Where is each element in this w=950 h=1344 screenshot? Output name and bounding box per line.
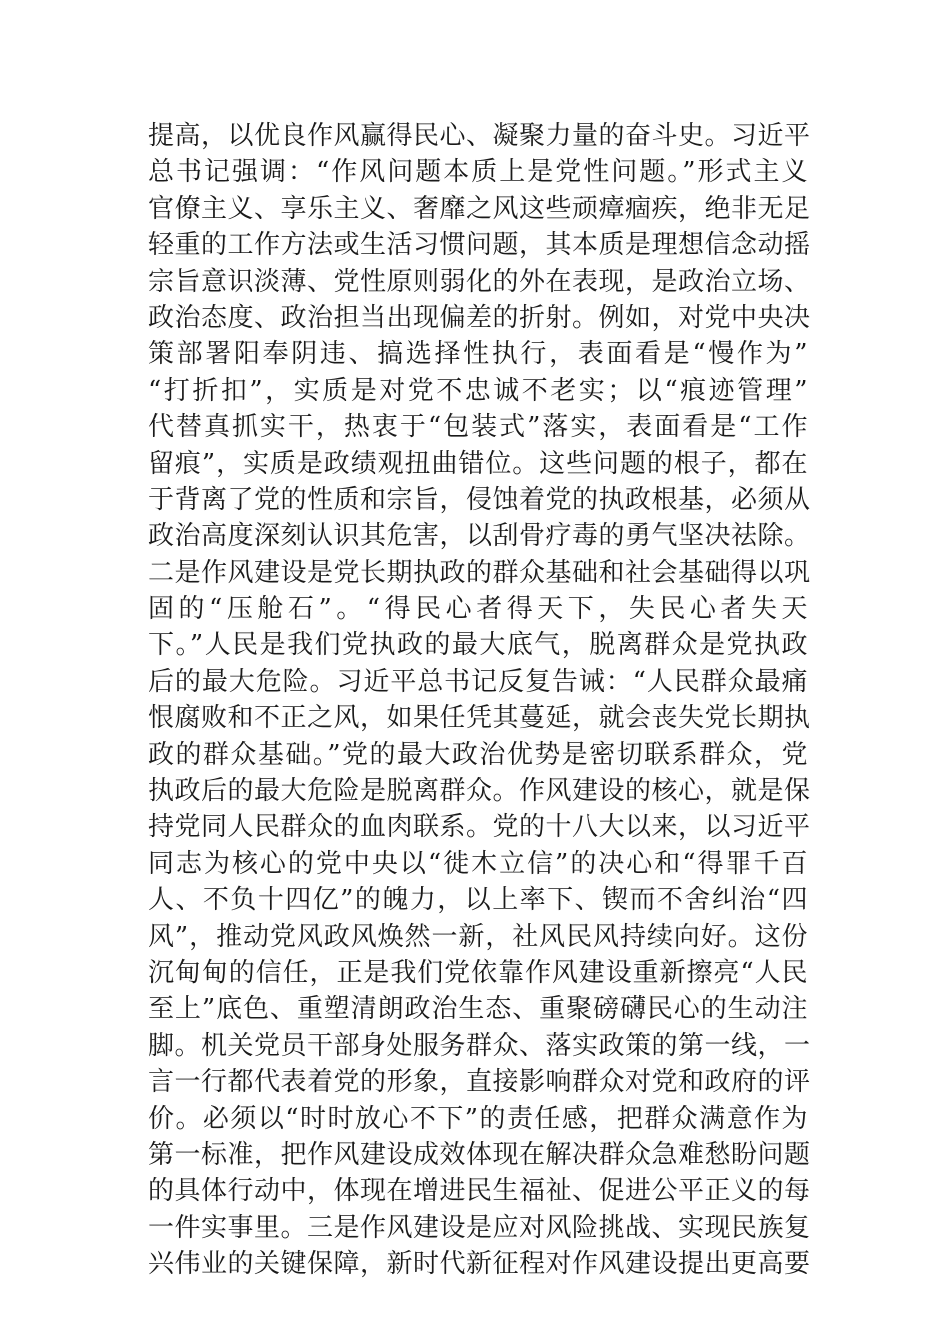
- text-line: 固的“压舱石”。“得民心者得天下，失民心者失天: [148, 594, 808, 625]
- text-line: 同志为核心的党中央以“徙木立信”的决心和“得罪千百: [148, 848, 808, 879]
- text-line: 二是作风建设是党长期执政的群众基础和社会基础得以巩: [148, 557, 811, 588]
- text-line: 政的群众基础。”党的最大政治优势是密切联系群众，党: [148, 739, 808, 770]
- text-line: 代替真抓实干，热衷于“包装式”落实，表面看是“工作: [148, 412, 808, 443]
- text-line: 言一行都代表着党的形象，直接影响群众对党和政府的评: [148, 1067, 811, 1098]
- text-line: 价。必须以“时时放心不下”的责任感，把群众满意作为: [148, 1103, 808, 1134]
- text-line: 风”，推动党风政风焕然一新，社风民风持续向好。这份: [148, 921, 808, 952]
- body-text: [148, 118, 811, 1283]
- text-line: 执政后的最大危险是脱离群众。作风建设的核心，就是保: [148, 776, 811, 807]
- text-line: “打折扣”，实质是对党不忠诚不老实；以“痕迹管理”: [148, 375, 808, 406]
- text-line: 恨腐败和不正之风，如果任凭其蔓延，就会丧失党长期执: [148, 703, 811, 734]
- text-line: 总书记强调：“作风问题本质上是党性问题。”形式主义: [148, 157, 808, 188]
- text-line: 脚。机关党员干部身处服务群众、落实政策的第一线，一: [148, 1030, 811, 1061]
- text-line: 第一标准，把作风建设成效体现在解决群众急难愁盼问题: [148, 1139, 811, 1170]
- text-line: 宗旨意识淡薄、党性原则弱化的外在表现，是政治立场、: [148, 266, 811, 297]
- text-line: 官僚主义、享乐主义、奢靡之风这些顽瘴痼疾，绝非无足: [148, 193, 811, 224]
- text-line: 持党同人民群众的血肉联系。党的十八大以来，以习近平: [148, 812, 811, 843]
- text-line: 政治态度、政治担当出现偏差的折射。例如，对党中央决: [148, 302, 811, 333]
- text-line: 一件实事里。三是作风建设是应对风险挑战、实现民族复: [148, 1212, 811, 1243]
- text-line: 策部署阳奉阴违、搞选择性执行，表面看是“慢作为”: [148, 339, 808, 370]
- text-line: 于背离了党的性质和宗旨，侵蚀着党的执政根基，必须从: [148, 484, 811, 515]
- text-line: 至上”底色、重塑清朗政治生态、重聚磅礴民心的生动注: [148, 994, 808, 1025]
- text-line: 沉甸甸的信任，正是我们党依靠作风建设重新擦亮“人民: [148, 957, 808, 988]
- text-line: 提高，以优良作风赢得民心、凝聚力量的奋斗史。习近平: [148, 121, 811, 151]
- text-line: 后的最大危险。习近平总书记反复告诫：“人民群众最痛: [148, 666, 808, 697]
- text-line: 下。”人民是我们党执政的最大底气，脱离群众是党执政: [148, 630, 808, 661]
- text-line: 政治高度深刻认识其危害，以刮骨疗毒的勇气坚决祛除。: [148, 521, 811, 552]
- text-line: 的具体行动中，体现在增进民生福祉、促进公平正义的每: [148, 1176, 811, 1207]
- text-line: 留痕”，实质是政绩观扭曲错位。这些问题的根子，都在: [148, 448, 808, 479]
- text-line: 兴伟业的关键保障，新时代新征程对作风建设提出更高要: [148, 1249, 811, 1280]
- text-line: 轻重的工作方法或生活习惯问题，其本质是理想信念动摇: [148, 230, 811, 261]
- text-line: 人、不负十四亿”的魄力，以上率下、锲而不舍纠治“四: [148, 885, 808, 916]
